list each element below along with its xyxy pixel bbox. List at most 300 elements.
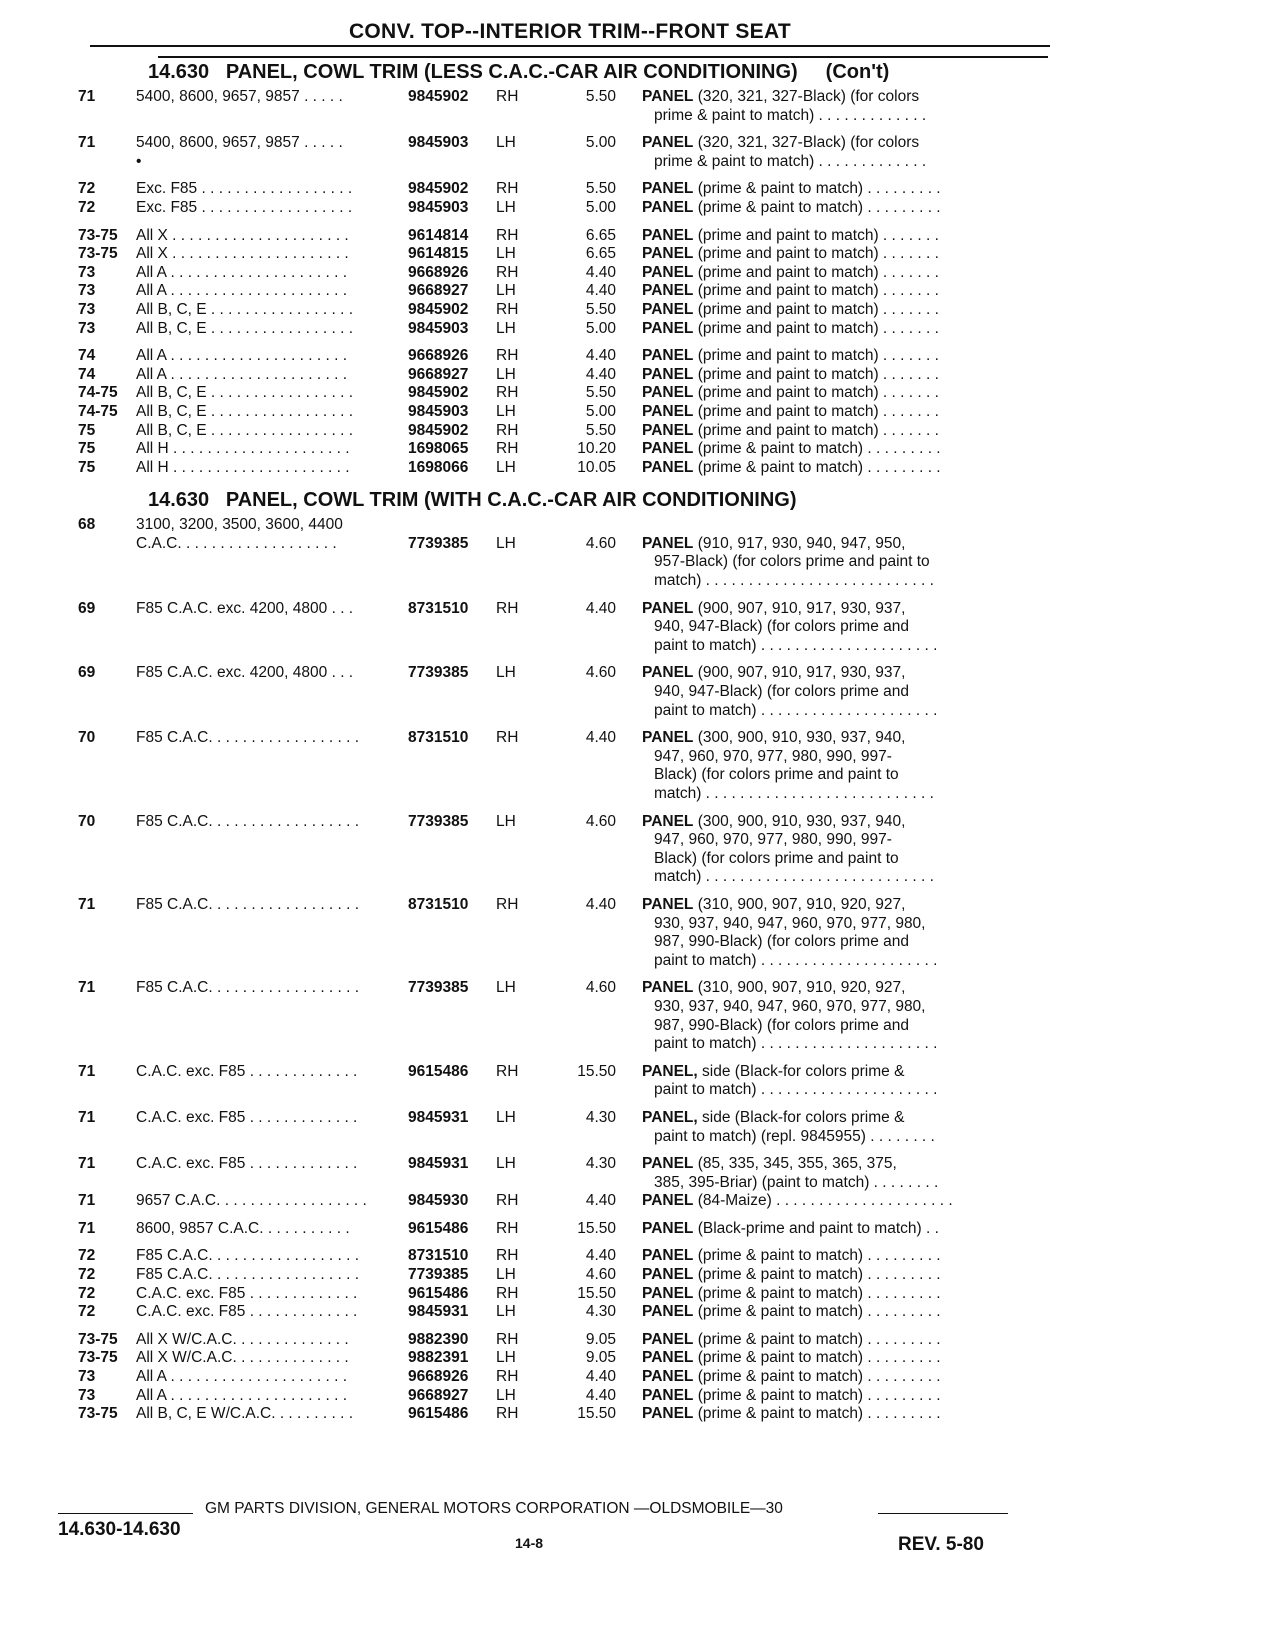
part-number [408,422,494,441]
application [136,1368,408,1387]
item-name: PANEL [642,440,694,458]
description-line [642,459,1048,478]
price-value: 5.00 [585,134,616,152]
application-line: All A . . . . . . . . . . . . . . . . . . . . . [136,1368,348,1386]
price-value: 4.30 [585,1108,616,1126]
side-value: RH [496,729,519,747]
description-text: paint to match) . . . . . . . . . . . . . . . . . . . . . [654,1035,938,1053]
part-row [78,1155,1048,1192]
side [494,1220,536,1239]
model-year: 71 [78,1062,96,1080]
application [136,813,408,887]
item-name: PANEL, [642,1062,698,1080]
description-text: match) . . . . . . . . . . . . . . . . . . . . . . . . . . . [654,572,934,590]
price-value: 4.60 [585,812,616,830]
price-value: 4.40 [585,1192,616,1210]
footer-page-number: 14-8 [515,1535,544,1551]
parts-group [78,516,1048,590]
description-line [642,1155,1048,1174]
description [642,1266,1048,1285]
side-value: LH [496,1386,516,1404]
description [642,301,1048,320]
description [642,1155,1048,1192]
description-line [642,535,1048,554]
footer-rule-left [58,1513,193,1514]
description-line [642,88,1048,107]
part-number-value: 7739385 [408,812,469,830]
description-text: Black) (for colors prime and paint to [654,766,899,784]
part-number [408,301,494,320]
part-number-value: 7739385 [408,1266,469,1284]
description-line [642,1405,1048,1424]
price [536,1155,642,1192]
description [642,1387,1048,1406]
application-line: All X . . . . . . . . . . . . . . . . . . . . . [136,226,349,244]
part-number-value: 9668926 [408,1368,469,1386]
price [536,1192,642,1211]
item-name: PANEL [642,282,694,300]
part-number [408,896,494,970]
side-value: LH [496,1155,516,1173]
model-year: 75 [78,421,96,439]
price-value: 15.50 [577,1405,616,1423]
description [642,1405,1048,1424]
description-line [642,600,1048,619]
part-row [78,979,1048,1053]
side-value: LH [496,458,516,476]
application-line: C.A.C. exc. F85 . . . . . . . . . . . . . [136,1303,358,1321]
side-value: LH [496,1108,516,1126]
description [642,1303,1048,1322]
description-text: (prime and paint to match) . . . . . . . [697,263,939,281]
parts-group [78,1155,1048,1211]
side-value: RH [496,1219,519,1237]
price [536,1285,642,1304]
description-text: (prime and paint to match) . . . . . . . [697,384,939,402]
side-value: RH [496,226,519,244]
price [536,896,642,970]
description-text: 385, 395-Briar) (paint to match) . . . . . . . . [654,1173,939,1191]
part-row [78,1220,1048,1239]
description-text: (310, 900, 907, 910, 920, 927, [697,979,906,997]
application-line: 8600, 9857 C.A.C. . . . . . . . . . . [136,1219,350,1237]
description-text: 930, 937, 940, 947, 960, 970, 977, 980, [654,914,926,932]
description-line [642,850,1048,869]
item-name: PANEL [642,1284,694,1302]
side [494,1331,536,1350]
side [494,516,536,590]
application [136,320,408,339]
model-year: 70 [78,812,96,830]
item-name: PANEL [642,534,694,552]
price-value: 5.00 [585,402,616,420]
part-number [408,1331,494,1350]
part-number [408,403,494,422]
part-number [408,1266,494,1285]
description-line [642,1349,1048,1368]
part-row [78,366,1048,385]
description-text: (prime & paint to match) . . . . . . . . . [697,1247,941,1265]
price-value: 4.40 [585,347,616,365]
application-line: All B, C, E . . . . . . . . . . . . . . . . . [136,402,354,420]
description-text: side (Black-for colors prime & [702,1062,905,1080]
description-text: (prime & paint to match) . . . . . . . . . [697,1303,941,1321]
price [536,1331,642,1350]
price [536,1349,642,1368]
parts-section [78,486,1048,1424]
part-row [78,600,1048,656]
price-value: 10.20 [577,440,616,458]
application-line: Exc. F85 . . . . . . . . . . . . . . . . . . [136,180,353,198]
application-line: F85 C.A.C. . . . . . . . . . . . . . . . . . [136,729,360,747]
application [136,403,408,422]
description [642,1247,1048,1266]
item-name: PANEL [642,263,694,281]
application [136,347,408,366]
description-text: paint to match) . . . . . . . . . . . . . . . . . . . . . [654,701,938,719]
model-year: 73-75 [78,1405,118,1423]
part-row [78,813,1048,887]
part-number-value: 9845930 [408,1192,469,1210]
price [536,600,642,656]
application [136,440,408,459]
part-number-value: 9845931 [408,1108,469,1126]
description-line [642,702,1048,721]
description [642,245,1048,264]
item-name: PANEL [642,319,694,337]
application-line: F85 C.A.C. . . . . . . . . . . . . . . . . . [136,895,360,913]
application [136,1155,408,1192]
description [642,227,1048,246]
parts-sections [78,58,1048,1433]
price [536,422,642,441]
description-line [642,1128,1048,1147]
description-line [642,440,1048,459]
part-row [78,1331,1048,1350]
side-value: RH [496,88,519,105]
section-heading: PANEL, COWL TRIM (WITH C.A.C.-CAR AIR CONDITIONING) [225,489,797,512]
part-number-value: 8731510 [408,1247,469,1265]
side-value: RH [496,347,519,365]
description-line [642,683,1048,702]
part-number [408,264,494,283]
side-value: RH [496,180,519,198]
side-value: LH [496,134,516,152]
side [494,1266,536,1285]
parts-group [78,664,1048,720]
description-text: paint to match) . . . . . . . . . . . . . . . . . . . . . [654,1081,938,1099]
description-line [642,245,1048,264]
item-name: PANEL [642,1247,694,1265]
description [642,366,1048,385]
model-year: 73-75 [78,245,118,263]
price-value: 5.00 [585,198,616,216]
part-row [78,1368,1048,1387]
section-heading: PANEL, COWL TRIM (LESS C.A.C.-CAR AIR CONDITIONING) [225,61,798,83]
part-row [78,1285,1048,1304]
application-line: All B, C, E W/C.A.C. . . . . . . . . . [136,1405,354,1423]
application-line: F85 C.A.C. exc. 4200, 4800 . . . [136,599,354,617]
part-number [408,1109,494,1146]
price [536,320,642,339]
side-value: LH [496,812,516,830]
application [136,282,408,301]
item-name: PANEL [642,1155,694,1173]
price-value: 4.60 [585,534,616,552]
model-year: 71 [78,1219,96,1237]
price [536,199,642,218]
side [494,979,536,1053]
application-line: Exc. F85 . . . . . . . . . . . . . . . . . . [136,198,353,216]
side [494,366,536,385]
description-text: (prime and paint to match) . . . . . . . [697,365,939,383]
footer-rule-right [878,1513,1008,1514]
description-line [642,813,1048,832]
application [136,422,408,441]
part-number [408,664,494,720]
model-year: 73 [78,282,96,300]
part-number [408,245,494,264]
price-value: 4.40 [585,263,616,281]
price [536,1109,642,1146]
application [136,896,408,970]
price [536,366,642,385]
description-text: (900, 907, 910, 917, 930, 937, [697,664,906,682]
part-number [408,1349,494,1368]
description-line [642,998,1048,1017]
model-year: 71 [78,134,96,152]
side [494,245,536,264]
description-text: 947, 960, 970, 977, 980, 990, 997- [654,831,892,849]
side-value: RH [496,1192,519,1210]
application-line: All H . . . . . . . . . . . . . . . . . . . . . [136,440,350,458]
model-year: 69 [78,664,96,682]
item-name: PANEL [642,365,694,383]
description [642,664,1048,720]
item-name: PANEL [642,1330,694,1348]
model-year: 73 [78,319,96,337]
part-number-value: 9668927 [408,1386,469,1404]
description-line [642,896,1048,915]
description-text: (prime and paint to match) . . . . . . . [697,402,939,420]
description-text: paint to match) . . . . . . . . . . . . . . . . . . . . . [654,951,938,969]
side-value: RH [496,263,519,281]
part-number [408,516,494,590]
description-line [642,1109,1048,1128]
item-name: PANEL [642,180,694,198]
item-name: PANEL [642,895,694,913]
section-code: 14.630 [148,61,210,83]
part-number [408,384,494,403]
description-text: (prime & paint to match) . . . . . . . . . [697,1405,941,1423]
part-row [78,1349,1048,1368]
side [494,199,536,218]
side-value: RH [496,895,519,913]
parts-group [78,1063,1048,1100]
application-line: All B, C, E . . . . . . . . . . . . . . . . . [136,319,354,337]
price [536,1266,642,1285]
model-year: 75 [78,440,96,458]
side [494,1063,536,1100]
application [136,88,408,125]
part-row [78,1063,1048,1100]
parts-group [78,134,1048,171]
model-year: 68 [78,516,96,534]
model-year: 73 [78,263,96,281]
price [536,180,642,199]
side [494,227,536,246]
price [536,301,642,320]
application-line: All B, C, E . . . . . . . . . . . . . . . . . [136,384,354,402]
application-line: F85 C.A.C. . . . . . . . . . . . . . . . . . [136,812,360,830]
side-value: LH [496,365,516,383]
price-value: 4.40 [585,895,616,913]
side [494,459,536,478]
part-number-value: 9845931 [408,1303,469,1321]
application-line: All H . . . . . . . . . . . . . . . . . . . . . [136,458,350,476]
description-line [642,1220,1048,1239]
application [136,516,408,590]
description-line [642,1247,1048,1266]
item-name: PANEL [642,812,694,830]
part-number [408,979,494,1053]
parts-group [78,1220,1048,1239]
part-number-value: 9845902 [408,300,469,318]
description-line [642,664,1048,683]
description-line [642,572,1048,591]
description-line [642,1063,1048,1082]
side [494,1387,536,1406]
description-line [642,153,1048,172]
description-line [642,915,1048,934]
part-number-value: 8731510 [408,729,469,747]
part-number [408,1220,494,1239]
part-number [408,459,494,478]
description [642,347,1048,366]
model-year: 71 [78,979,96,997]
part-number-value: 9668927 [408,365,469,383]
part-number [408,180,494,199]
side-value: RH [496,1405,519,1423]
side [494,664,536,720]
side [494,1192,536,1211]
footer-section-range: 14.630-14.630 [58,1519,181,1540]
application [136,1192,408,1211]
part-number-value: 1698066 [408,458,469,476]
parts-section [78,58,1048,477]
description-line [642,952,1048,971]
item-name: PANEL [642,198,694,216]
description [642,896,1048,970]
description-text: 947, 960, 970, 977, 980, 990, 997- [654,747,892,765]
model-year: 70 [78,729,96,747]
part-number-value: 9614815 [408,245,469,263]
part-number-value: 9845902 [408,180,469,198]
model-year: 72 [78,198,96,216]
application-line: All B, C, E . . . . . . . . . . . . . . . . . [136,421,354,439]
item-name: PANEL [642,421,694,439]
description-line [642,618,1048,637]
parts-group [78,1247,1048,1321]
description-line [642,1174,1048,1193]
part-number-value: 9615486 [408,1405,469,1423]
description [642,813,1048,887]
price [536,264,642,283]
item-name: PANEL [642,1219,694,1237]
part-row [78,384,1048,403]
description-text: (320, 321, 327-Black) (for colors [697,134,920,152]
parts-group [78,979,1048,1053]
description-text: side (Black-for colors prime & [702,1108,905,1126]
part-row [78,320,1048,339]
description [642,516,1048,590]
description-line [642,1368,1048,1387]
side-value: RH [496,1368,519,1386]
application [136,1331,408,1350]
description [642,320,1048,339]
part-row [78,459,1048,478]
item-name: PANEL [642,458,694,476]
description-line [642,1303,1048,1322]
model-year: 71 [78,895,96,913]
price-value: 9.05 [585,1330,616,1348]
application [136,1220,408,1239]
price-value: 15.50 [577,1062,616,1080]
side [494,134,536,171]
description-text: (prime and paint to match) . . . . . . . [697,245,939,263]
price [536,516,642,590]
price [536,979,642,1053]
item-name: PANEL [642,1368,694,1386]
description-text: 987, 990-Black) (for colors prime and [654,933,910,951]
application-line: 5400, 8600, 9657, 9857 . . . . . [136,88,343,105]
description [642,1285,1048,1304]
part-number [408,366,494,385]
price [536,729,642,803]
side-value: RH [496,1247,519,1265]
description-line [642,1285,1048,1304]
side-value: LH [496,198,516,216]
description-text: (300, 900, 910, 930, 937, 940, [697,729,906,747]
price-value: 5.50 [585,180,616,198]
part-number-value: 8731510 [408,599,469,617]
price [536,664,642,720]
side-value: LH [496,534,516,552]
price-value: 4.60 [585,1266,616,1284]
description-text: (prime & paint to match) . . . . . . . . . [697,198,941,216]
model-year: 71 [78,1192,96,1210]
part-row [78,227,1048,246]
description-line [642,1387,1048,1406]
part-number-value: 9845931 [408,1155,469,1173]
application [136,459,408,478]
model-year: 69 [78,599,96,617]
description-text: 940, 947-Black) (for colors prime and [654,683,910,701]
section-code: 14.630 [148,489,210,512]
part-number [408,813,494,887]
price-value: 4.60 [585,979,616,997]
description-text: 930, 937, 940, 947, 960, 970, 977, 980, [654,997,926,1015]
part-number [408,440,494,459]
model-year: 71 [78,1155,96,1173]
description-text: (prime and paint to match) . . . . . . . [697,300,939,318]
side [494,600,536,656]
model-year: 72 [78,1284,96,1302]
application-line: All A . . . . . . . . . . . . . . . . . . . . . [136,365,348,383]
application-line: All A . . . . . . . . . . . . . . . . . . . . . [136,263,348,281]
application [136,264,408,283]
part-number [408,1247,494,1266]
